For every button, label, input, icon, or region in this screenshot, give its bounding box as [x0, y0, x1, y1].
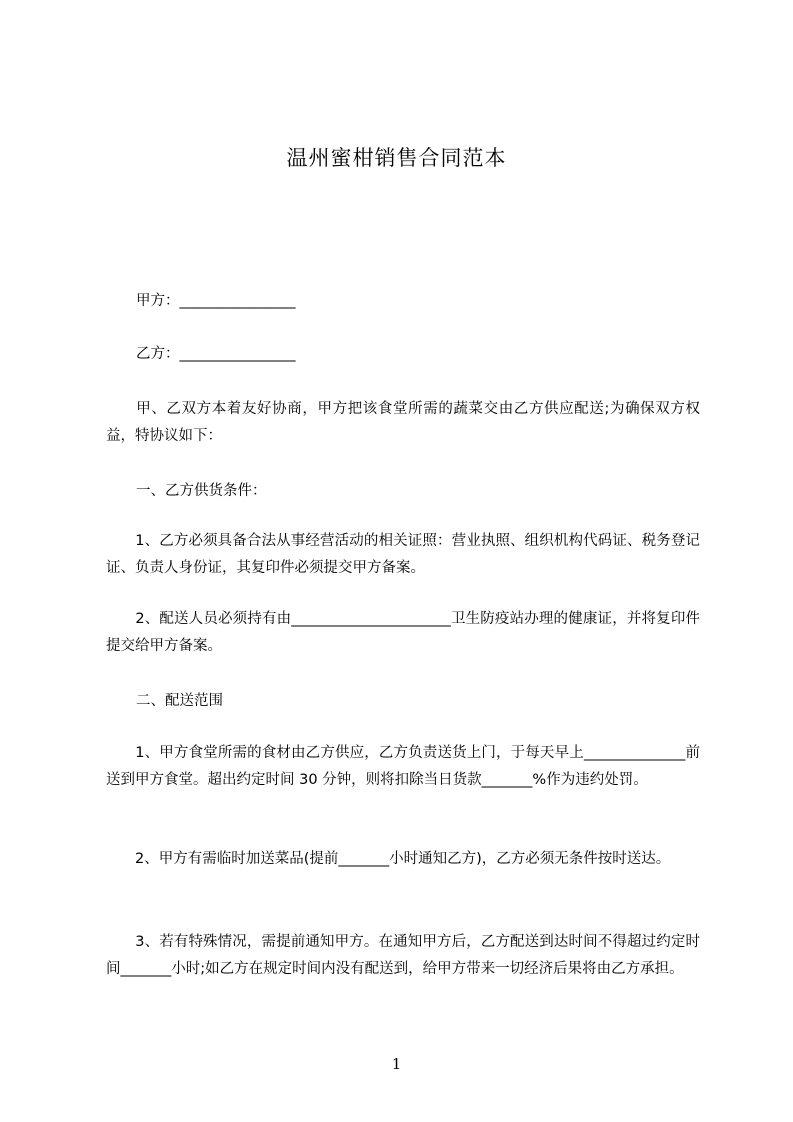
party-a-line: 甲方：________________	[136, 293, 296, 309]
page-number: 1	[391, 1055, 402, 1073]
party-b-line: 乙方：________________	[136, 346, 296, 362]
section2-heading: 二、配送范围	[136, 693, 223, 709]
intro-paragraph: 甲、乙双方本着友好协商，甲方把该食堂所需的蔬菜交由乙方供应配送;为确保双方权益，特协议如下：	[106, 401, 700, 444]
section1-item2: 2、配送人员必须持有由______________________卫生防疫站办理的健康证，并将复印件提交给甲方备案。	[106, 611, 700, 654]
section2-item2: 2、甲方有需临时加送菜品(提前_______小时通知乙方)，乙方必须无条件按时送达。	[106, 851, 671, 867]
section2-item3: 3、若有特殊情况，需提前通知甲方。在通知甲方后，乙方配送到达时间不得超过约定时间_______小时;如乙方在规定时间内没有配送到，给甲方带来一切经济后果将由乙方承担。	[106, 934, 700, 977]
section1-heading: 一、乙方供货条件：	[136, 483, 267, 499]
section1-item1: 1、乙方必须具备合法从事经营活动的相关证照：营业执照、组织机构代码证、税务登记证、负责人身份证，其复印件必须提交甲方备案。	[106, 533, 700, 576]
section2-item1: 1、甲方食堂所需的食材由乙方供应，乙方负责送货上门，于每天早上______________前送到甲方食堂。超出约定时间 30 分钟，则将扣除当日货款_______%作为违约处罚。	[106, 745, 700, 788]
document-title: 温州蜜柑销售合同范本	[286, 146, 507, 170]
